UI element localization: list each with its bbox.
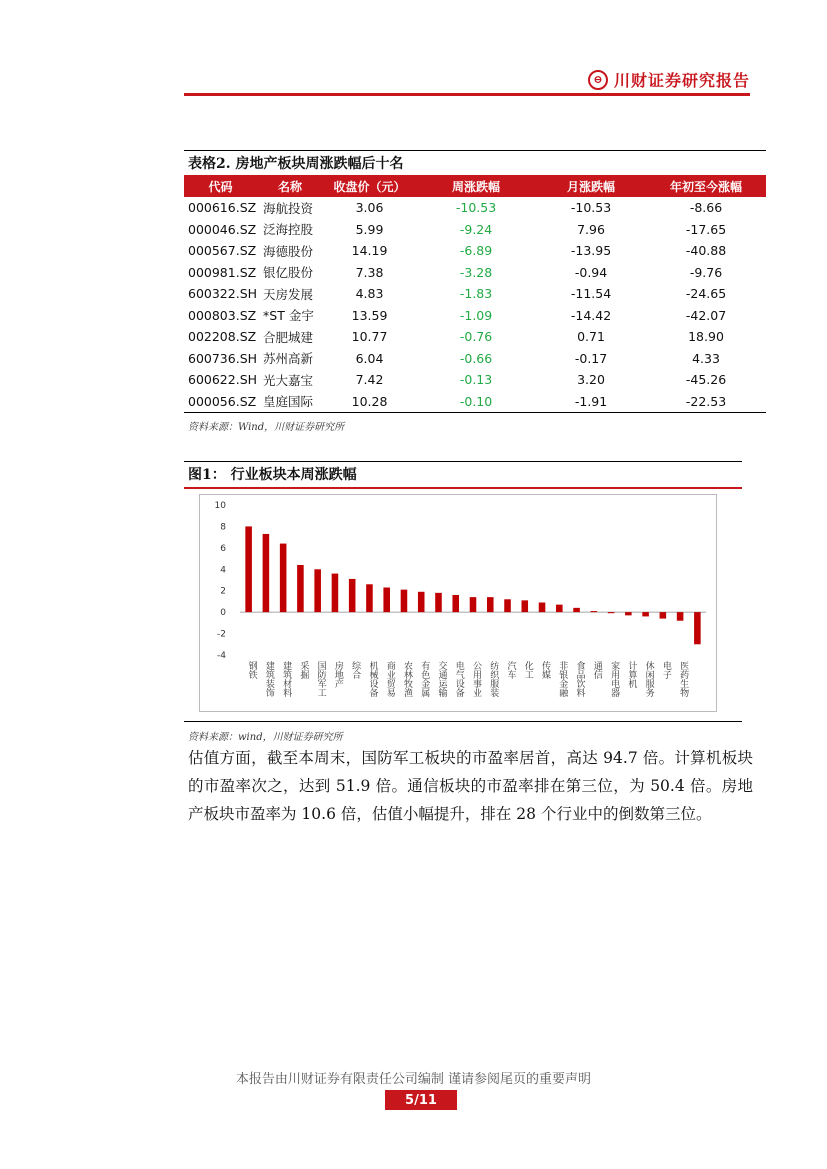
bar: [642, 612, 649, 616]
cell-month-change: -10.53: [570, 200, 612, 216]
cell-code: 000616.SZ: [188, 200, 257, 216]
valuation-paragraph: 估值方面，截至本周末，国防军工板块的市盈率居首，高达 94.7 倍。计算机板块的市盈率次之，达到 51.9 倍。通信板块的市盈率排在第三位，为 50.4 倍。房地产板块市盈率为 10.6 倍，估值小幅提升，排在 28 个行业中的倒数第三位。: [188, 749, 753, 823]
cell-week-change: -1.83: [459, 286, 493, 302]
cell-ytd-change: -40.88: [685, 243, 727, 259]
cell-code: 600322.SH: [188, 286, 258, 302]
category-label: 有色金属: [419, 661, 430, 697]
bar: [470, 597, 477, 612]
page-header: [184, 64, 750, 96]
table-row: [184, 369, 766, 391]
bar: [280, 544, 287, 613]
category-label: 交通运输: [436, 661, 447, 697]
bar: [245, 526, 252, 612]
table-row: [184, 219, 766, 241]
cell-ytd-change: -9.76: [689, 264, 723, 280]
category-label: 休闲服务: [643, 661, 654, 697]
cell-close: 10.28: [323, 391, 416, 413]
header-divider: [184, 93, 750, 96]
chart-frame: [199, 494, 717, 712]
cell-month-change: -11.54: [570, 286, 612, 302]
bar: [383, 588, 390, 613]
bar: [573, 608, 580, 612]
cell-name: 合肥城建: [263, 329, 314, 345]
table-row: [184, 326, 766, 348]
cell-name: 海德股份: [263, 243, 314, 259]
cell-code: 000046.SZ: [188, 221, 257, 237]
category-label: 通信: [591, 661, 602, 679]
cell-ytd-change: -22.53: [646, 391, 766, 413]
cell-close: 3.06: [355, 200, 384, 216]
cell-month-change: -1.91: [536, 391, 646, 413]
cell-week-change: -0.76: [459, 329, 493, 345]
table-row: [184, 348, 766, 370]
col-header-name: 名称: [257, 175, 323, 197]
y-tick-label: -4: [217, 651, 226, 661]
y-tick-label: -2: [217, 629, 226, 640]
cell-ytd-change: -17.65: [685, 221, 727, 237]
category-label: 计算机: [626, 661, 637, 688]
cell-month-change: 3.20: [577, 372, 605, 388]
table-row: [184, 391, 766, 413]
cell-week-change: -0.66: [459, 350, 493, 366]
cell-month-change: 0.71: [577, 329, 605, 345]
table-header-row: [184, 175, 766, 197]
col-header-ytd: 年初至今涨幅: [646, 175, 766, 197]
category-label: 商业贸易: [384, 661, 395, 697]
cell-week-change: -1.09: [459, 307, 493, 323]
y-tick-label: 6: [220, 543, 226, 554]
cell-ytd-change: -24.65: [685, 286, 727, 302]
y-tick-label: 4: [220, 565, 226, 576]
category-label: 传媒: [540, 661, 551, 679]
y-tick-label: 8: [220, 522, 226, 533]
cell-name: 光大嘉宝: [263, 372, 314, 388]
cell-close: 4.83: [355, 286, 384, 302]
figure-section: [184, 461, 742, 489]
bar: [263, 534, 270, 612]
cell-close: 14.19: [351, 243, 388, 259]
category-label: 钢铁: [246, 661, 257, 679]
cell-code: 600736.SH: [188, 350, 258, 366]
category-label: 汽车: [505, 661, 516, 679]
bar: [487, 597, 494, 612]
cell-name: *ST 金宇: [263, 308, 314, 324]
cell-week-change: -9.24: [459, 221, 493, 237]
category-label: 建筑材料: [281, 661, 292, 697]
cell-code: 000056.SZ: [184, 391, 257, 413]
cell-close: 6.04: [355, 350, 384, 366]
figure-title: 图1： 行业板块本周涨跌幅: [184, 461, 742, 489]
cell-close: 10.77: [351, 329, 388, 345]
cell-close: 7.38: [355, 264, 384, 280]
bar: [366, 584, 373, 612]
cell-week-change: -10.53: [455, 200, 497, 216]
cell-week-change: -6.89: [459, 243, 493, 259]
cell-name: 皇庭国际: [257, 391, 323, 413]
col-header-month: 月涨跌幅: [536, 175, 646, 197]
brand-name: 川财证券研究报告: [613, 71, 750, 90]
cell-close: 13.59: [351, 307, 388, 323]
category-label: 建筑装饰: [263, 661, 274, 697]
footer-disclaimer: 本报告由川财证券有限责任公司编制 谨请参阅尾页的重要声明: [235, 1072, 592, 1087]
bar: [504, 599, 511, 612]
cell-name: 海航投资: [263, 200, 314, 216]
cell-name: 银亿股份: [263, 265, 314, 281]
cell-month-change: 7.96: [577, 221, 605, 237]
bar: [297, 565, 304, 612]
brand: [588, 68, 750, 91]
cell-ytd-change: 4.33: [692, 350, 720, 366]
table-body: [184, 197, 766, 413]
bar: [314, 569, 321, 612]
bar: [694, 612, 701, 644]
category-label: 医药生物: [678, 661, 689, 697]
cell-ytd-change: 18.90: [688, 329, 724, 345]
category-label: 电子: [660, 661, 671, 679]
table-title: 表格2. 房地产板块周涨跌幅后十名: [184, 150, 766, 175]
cell-name: 苏州高新: [263, 351, 314, 367]
table-row: [184, 305, 766, 327]
cell-code: 000803.SZ: [188, 307, 257, 323]
cell-ytd-change: -42.07: [685, 307, 727, 323]
cell-ytd-change: -45.26: [685, 372, 727, 388]
category-label: 采掘: [298, 661, 309, 679]
company-logo-icon: ⊖: [588, 70, 608, 90]
page-number: 5/11: [385, 1090, 457, 1110]
cell-code: 002208.SZ: [188, 329, 257, 345]
category-label: 纺织服装: [488, 661, 499, 697]
cell-month-change: -0.94: [574, 264, 608, 280]
category-label: 机械设备: [367, 661, 378, 697]
figure-divider: [184, 721, 742, 722]
cell-month-change: -13.95: [570, 243, 612, 259]
y-tick-label: 0: [220, 608, 226, 619]
bar: [677, 612, 684, 621]
bar: [608, 612, 615, 613]
table-row: [184, 262, 766, 284]
table-row: [184, 283, 766, 305]
bar: [556, 605, 563, 613]
cell-close: 5.99: [355, 221, 384, 237]
stock-table: [184, 175, 766, 413]
figure-source: 资料来源：wind，川财证券研究所: [188, 732, 343, 743]
bar-chart: [200, 495, 716, 711]
bar: [660, 612, 667, 618]
col-header-week: 周涨跌幅: [416, 175, 536, 197]
table-source: 资料来源：Wind，川财证券研究所: [188, 422, 345, 433]
bar: [332, 574, 339, 613]
cell-name: 泛海控股: [263, 222, 314, 238]
cell-ytd-change: -8.66: [689, 200, 723, 216]
table-row: [184, 197, 766, 219]
cell-code: 000567.SZ: [188, 243, 257, 259]
category-label: 综合: [350, 661, 361, 679]
category-label: 食品饮料: [574, 661, 585, 697]
category-label: 房地产: [332, 661, 343, 688]
bar: [452, 595, 459, 612]
cell-code: 000981.SZ: [188, 264, 257, 280]
cell-name: 天房发展: [263, 286, 314, 302]
category-label: 公用事业: [471, 661, 481, 697]
table-row: [184, 240, 766, 262]
table-section: [184, 150, 766, 413]
bar: [521, 600, 528, 612]
bar: [435, 593, 442, 612]
category-label: 电气设备: [453, 661, 464, 697]
bar: [591, 611, 598, 612]
cell-month-change: -0.17: [574, 350, 608, 366]
bar: [539, 603, 546, 613]
cell-close: 7.42: [355, 372, 384, 388]
bar: [349, 579, 356, 612]
category-label: 非银金融: [557, 661, 568, 697]
col-header-close: 收盘价（元）: [323, 175, 416, 197]
cell-week-change: -0.10: [416, 391, 536, 413]
y-tick-label: 10: [214, 501, 226, 511]
bar: [401, 590, 408, 613]
bar: [418, 592, 425, 612]
y-tick-label: 2: [220, 586, 226, 597]
bar: [625, 612, 632, 615]
cell-week-change: -0.13: [459, 372, 493, 388]
category-label: 化工: [522, 661, 533, 679]
cell-month-change: -14.42: [570, 307, 612, 323]
category-label: 国防军工: [315, 661, 326, 697]
category-label: 农林牧渔: [401, 661, 412, 697]
category-label: 家用电器: [609, 661, 620, 697]
cell-week-change: -3.28: [459, 264, 493, 280]
col-header-code: 代码: [184, 175, 257, 197]
cell-code: 600622.SH: [188, 372, 258, 388]
